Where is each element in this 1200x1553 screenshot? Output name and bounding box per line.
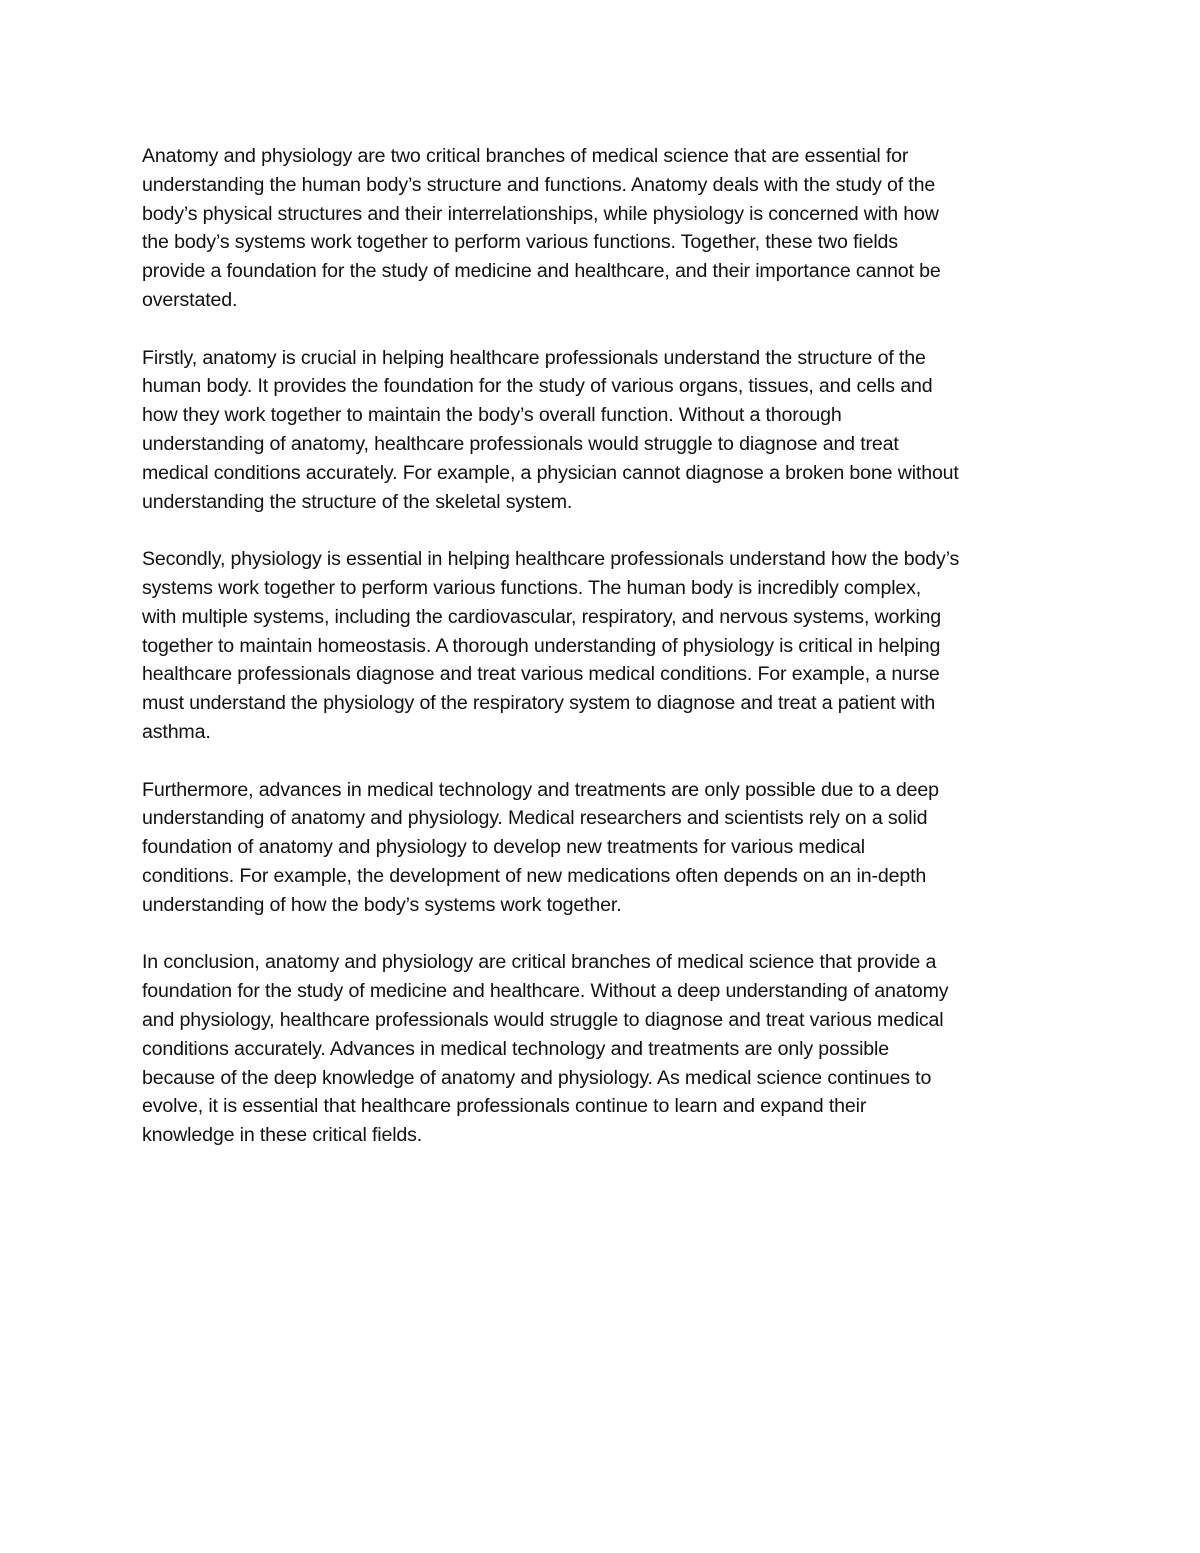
text-line: together to maintain homeostasis. A thorough understanding of physiology is critical in helping — [142, 634, 941, 657]
text-line: understanding the structure of the skeletal system. — [142, 490, 573, 513]
text-line: foundation for the study of medicine and healthcare. Without a deep understanding of anatomy — [142, 980, 949, 1003]
text-line: Furthermore, advances in medical technology and treatments are only possible due to a deep — [142, 778, 939, 801]
text-line: conditions accurately. Advances in medical technology and treatments are only possible — [142, 1037, 889, 1060]
text-line: systems work together to perform various functions. The human body is incredibly complex, — [142, 576, 922, 599]
document-body — [142, 142, 1072, 1150]
text-line: overstated. — [142, 288, 238, 311]
paragraph-spacer — [142, 747, 1072, 776]
text-line: with multiple systems, including the cardiovascular, respiratory, and nervous systems, working — [142, 605, 942, 628]
paragraph-spacer — [142, 516, 1072, 545]
text-line: understanding of anatomy and physiology. Medical researchers and scientists rely on a solid — [142, 807, 928, 830]
paragraph-1 — [142, 142, 1072, 315]
paragraph-3 — [142, 545, 1072, 747]
text-line: understanding of how the body’s systems work together. — [142, 893, 622, 916]
text-line: Anatomy and physiology are two critical branches of medical science that are essential for — [142, 145, 909, 167]
text-line: Secondly, physiology is essential in helping healthcare professionals understand how the body’s — [142, 548, 960, 571]
text-line: how they work together to maintain the body’s overall function. Without a thorough — [142, 404, 842, 427]
text-line: conditions. For example, the development of new medications often depends on an in-depth — [142, 864, 927, 887]
paragraph-4 — [142, 776, 1072, 920]
paragraph-spacer — [142, 920, 1072, 949]
text-line: evolve, it is essential that healthcare professionals continue to learn and expand their — [142, 1095, 867, 1118]
text-line: the body’s systems work together to perform various functions. Together, these two fields — [142, 231, 898, 254]
text-line: body’s physical structures and their interrelationships, while physiology is concerned with how — [142, 202, 939, 225]
text-line: medical conditions accurately. For example, a physician cannot diagnose a broken bone without — [142, 461, 959, 484]
paragraph-2 — [142, 344, 1072, 517]
paragraph-5 — [142, 948, 1072, 1150]
text-line: In conclusion, anatomy and physiology are critical branches of medical science that provide a — [142, 951, 937, 974]
text-line: human body. It provides the foundation for the study of various organs, tissues, and cells and — [142, 375, 933, 398]
text-line: must understand the physiology of the respiratory system to diagnose and treat a patient with — [142, 692, 936, 715]
text-line: provide a foundation for the study of medicine and healthcare, and their importance cannot be — [142, 260, 941, 283]
text-line: understanding of anatomy, healthcare professionals would struggle to diagnose and treat — [142, 432, 899, 455]
paragraph-spacer — [142, 315, 1072, 344]
text-line: foundation of anatomy and physiology to develop new treatments for various medical — [142, 836, 865, 859]
text-line: and physiology, healthcare professionals would struggle to diagnose and treat various medical — [142, 1008, 944, 1031]
text-line: understanding the human body’s structure and functions. Anatomy deals with the study of the — [142, 173, 936, 196]
text-line: healthcare professionals diagnose and treat various medical conditions. For example, a nurse — [142, 663, 940, 686]
text-line: because of the deep knowledge of anatomy and physiology. As medical science continues to — [142, 1066, 932, 1089]
text-line: Firstly, anatomy is crucial in helping healthcare professionals understand the structure of the — [142, 346, 926, 369]
text-line: asthma. — [142, 720, 211, 743]
text-line: knowledge in these critical fields. — [142, 1124, 423, 1147]
